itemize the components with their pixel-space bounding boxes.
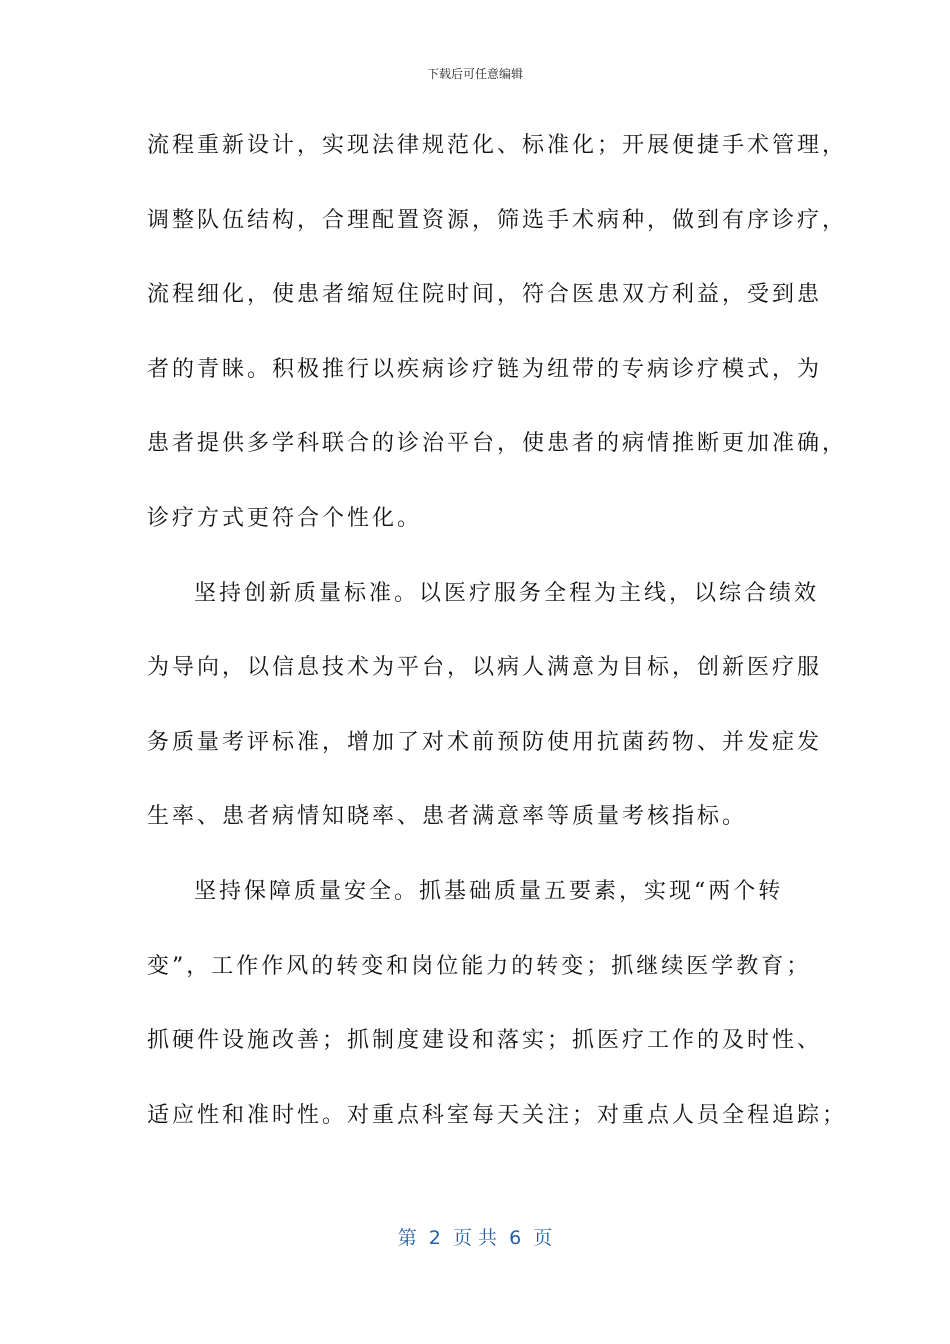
body-line: 流程细化，使患者缩短住院时间，符合医患双方利益，受到患: [147, 282, 823, 308]
body-line: 调整队伍结构，合理配置资源，筛选手术病种，做到有序诊疗，: [147, 207, 848, 233]
body-line: 患者提供多学科联合的诊治平台，使患者的病情推断更加准确，: [147, 431, 848, 457]
body-line: 为导向，以信息技术为平台，以病人满意为目标，创新医疗服: [147, 655, 823, 681]
body-line: 变”，工作作风的转变和岗位能力的转变；抓继续医学教育；: [147, 953, 812, 979]
paragraph-start-line: 坚持保障质量安全。抓基础质量五要素，实现“两个转: [194, 878, 784, 904]
body-line: 生率、患者病情知晓率、患者满意率等质量考核指标。: [147, 804, 748, 830]
body-line: 适应性和准时性。对重点科室每天关注；对重点人员全程追踪；: [147, 1102, 848, 1128]
body-line: 流程重新设计，实现法律规范化、标准化；开展便捷手术管理，: [147, 133, 848, 158]
body-line: 务质量考评标准，增加了对术前预防使用抗菌药物、并发症发: [147, 729, 823, 755]
paragraph-start-line: 坚持创新质量标准。以医疗服务全程为主线，以综合绩效: [194, 580, 820, 606]
body-line: 者的青睐。积极推行以疾病诊疗链为纽带的专病诊疗模式，为: [147, 356, 823, 382]
page-number-footer: 第 2 页 共 6 页: [397, 1227, 553, 1249]
page-header: 下载后可任意编辑: [426, 67, 523, 81]
body-line: 抓硬件设施改善；抓制度建设和落实；抓医疗工作的及时性、: [147, 1028, 823, 1054]
body-line: 诊疗方式更符合个性化。: [147, 505, 423, 531]
document-body: [147, 126, 848, 1170]
